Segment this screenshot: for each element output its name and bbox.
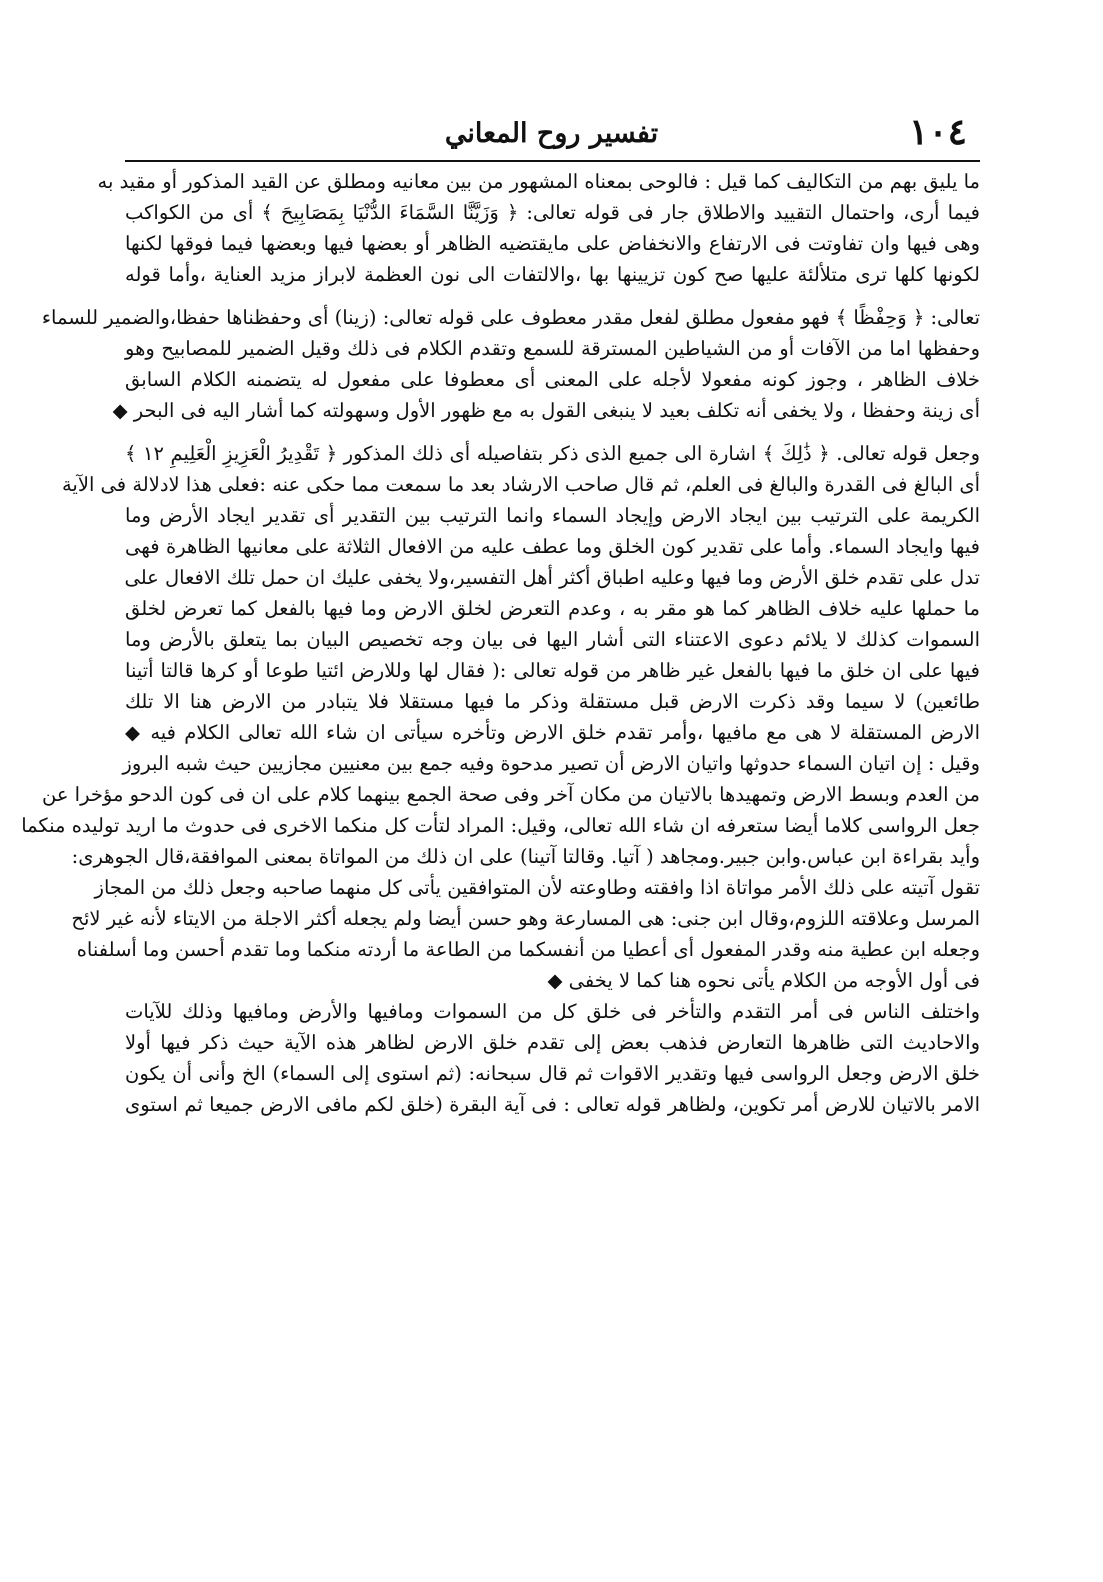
text-line: أى البالغ فى القدرة والبالغ فى العلم، ثم قال صاحب الارشاد بعد ما سمعت مما حكى عنه :فعلى هذا لادلالة فى الآية bbox=[61, 473, 980, 496]
running-title: تفسير روح المعاني bbox=[444, 118, 659, 149]
page-number: ١٠٤ bbox=[908, 111, 967, 153]
text-line: أى زينة وحفظا ، ولا يخفى أنه تكلف بعيد لا ينبغى القول به مع ظهور الأول وسهولته كما أشار اليه فى البحر ◆ bbox=[112, 399, 980, 422]
text-line: واختلف الناس فى أمر التقدم والتأخر فى خلق كل من السموات ومافيها والأرض ومافيها وذلك للآيات bbox=[125, 1000, 980, 1023]
text-line: والاحاديث التى ظاهرها التعارض فذهب بعض إلى تقدم خلق الارض لظاهر هذه الآية حيث ذكر فيها أولا bbox=[125, 1031, 980, 1054]
text-line: وجعل قوله تعالى. ﴿ ذَٰلِكَ ﴾ اشارة الى جميع الذى ذكر بتفاصيله أى ذلك المذكور ﴿ تَقْدِيرُ الْعَزِيزِ الْعَلِيمِ ١٢ ﴾ bbox=[125, 442, 981, 465]
text-line: الامر بالاتيان للارض أمر تكوين، ولظاهر قوله تعالى : فى آية البقرة (خلق لكم مافى الارض جميعا ثم استوى bbox=[125, 1093, 980, 1116]
text-line: فى أول الأوجه من الكلام يأتى نحوه هنا كما لا يخفى ◆ bbox=[547, 969, 980, 992]
text-line: لكونها كلها ترى متلألئة عليها صح كون تزيينها بها ،والالتفات الى نون العظمة لابراز مزيد العناية ،وأما قوله bbox=[125, 263, 980, 286]
text-line: وهى فيها وان تفاوتت فى الارتفاع والانخفاض على مايقتضيه الظاهر أو بعضها فيها وبعضها فيما فوقها لكنها bbox=[125, 232, 980, 255]
text-line: الكريمة على الترتيب بين ايجاد الارض وإيجاد السماء وانما الترتيب بين التقدير أى تقدير ايجاد الأرض وما bbox=[125, 504, 980, 527]
text-line: تقول آتيته على ذلك الأمر مواتاة اذا وافقته وطاوعته لأن المتوافقين يأتى كل منهما صاحبه وجعل ذلك من المجاز bbox=[94, 876, 980, 899]
text-line: من العدم وبسط الارض وتمهيدها بالاتيان من مكان آخر وفى صحة الجمع بينهما كلام على ان فى كون الدحو مؤخرا عن bbox=[42, 783, 980, 806]
text-line: ما يليق بهم من التكاليف كما قيل : فالوحى بمعناه المشهور من بين معانيه ومطلق عن القيد المذكور أو مقيد به bbox=[97, 170, 980, 193]
text-line: المرسل وعلاقته اللزوم،وقال ابن جنى: هى المسارعة وهو حسن أيضا ولم يجعله أكثر الاجلة من الايتاء لأنه غير لائح bbox=[71, 907, 980, 930]
text-line: وجعله ابن عطية منه وقدر المفعول أى أعطيا من أنفسكما من الطاعة ما أردته منكما وما تقدم أحسن وما أسلفناه bbox=[76, 938, 980, 961]
text-line: السموات كذلك لا يلائم دعوى الاعتناء التى أشار اليها فى بيان وجه تخصيص البيان بما يتعلق بالأرض وما bbox=[125, 628, 980, 651]
text-line: تعالى: ﴿ وَحِفْظًا ﴾ فهو مفعول مطلق لفعل مقدر معطوف على قوله تعالى: (زينا) أى وحفظناها حفظا،والضمير للسماء bbox=[41, 306, 980, 329]
text-line: فيما أرى، واحتمال التقييد والاطلاق جار فى قوله تعالى: ﴿ وَزَيَّنَّا السَّمَاءَ الدُّنْيَا بِمَصَابِيحَ ﴾ أى من الكواكب bbox=[125, 201, 980, 224]
text-line: وقيل : إن اتيان السماء حدوثها واتيان الارض أن تصير مدحوة وفيه جمع بين معنيين مجازيين حيث شبه البروز bbox=[122, 752, 980, 775]
text-line: فيها على ان خلق ما فيها بالفعل غير ظاهر من قوله تعالى :( فقال لها وللارض ائتيا طوعا أو كرها قالتا أتينا bbox=[125, 659, 980, 682]
text-line: ما حملها عليه خلاف الظاهر كما هو مقر به ، وعدم التعرض لخلق الارض وما فيها بالفعل كما تعرض لخلق bbox=[125, 597, 980, 620]
text-line: جعل الرواسى كلاما أيضا ستعرفه ان شاء الله تعالى، وقيل: المراد لتأت كل منكما الاخرى فى حدوث ما اريد توليده منكما bbox=[21, 814, 980, 837]
text-line: الارض المستقلة لا هى مع مافيها ،وأمر تقدم خلق الارض وتأخره سيأتى ان شاء الله تعالى الكلام فيه ◆ bbox=[125, 721, 980, 744]
text-line: وحفظها اما من الآفات أو من الشياطين المسترقة للسمع وتقدم الكلام فى ذلك وقيل الضمير للمصابيح وهو bbox=[125, 337, 980, 360]
text-line: خلاف الظاهر ، وجوز كونه مفعولا لأجله على المعنى أى معطوفا على مفعول له يتضمنه الكلام السابق bbox=[125, 368, 980, 391]
text-line: طائعين) لا سيما وقد ذكرت الارض قبل مستقلة وذكر ما فيها مستقلا فلا يتبادر من الارض هنا الا تلك bbox=[125, 690, 980, 713]
text-line: فيها وايجاد السماء. وأما على تقدير كون الخلق وما عطف عليه من الافعال الثلاثة على معانيها الظاهرة فهى bbox=[125, 535, 980, 558]
body-text bbox=[21, 166, 981, 1120]
text-line: تدل على تقدم خلق الأرض وما فيها وعليه اطباق أكثر أهل التفسير،ولا يخفى عليك ان حمل تلك الافعال على bbox=[124, 566, 980, 589]
text-line: خلق الارض وجعل الرواسى فيها وتقدير الاقوات ثم قال سبحانه: (ثم استوى إلى السماء) الخ وأنى أن يكون bbox=[125, 1062, 980, 1085]
header-rule bbox=[125, 160, 980, 162]
text-line: وأيد بقراءة ابن عباس.وابن جبير.ومجاهد ( آتيا. وقالتا آتينا) على ان ذلك من المواتاة بمعنى الموافقة،قال الجوهرى: bbox=[71, 845, 980, 868]
